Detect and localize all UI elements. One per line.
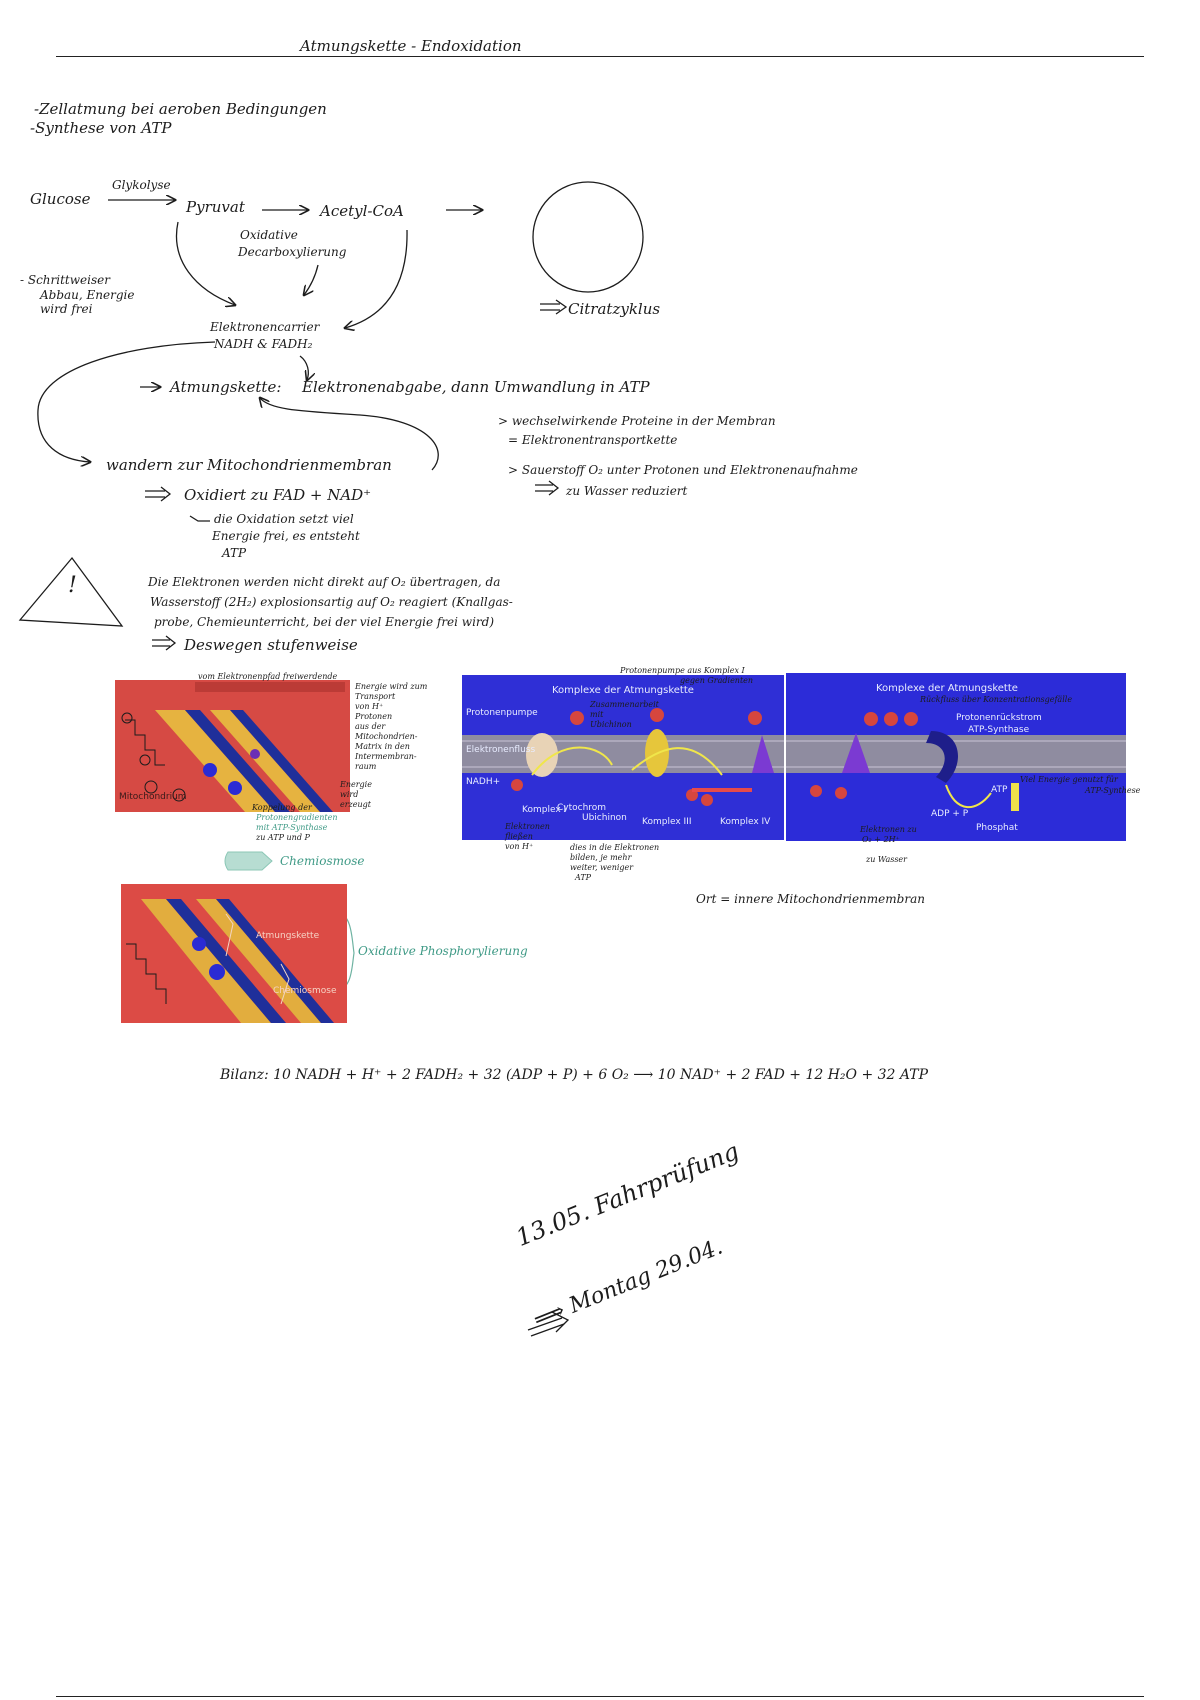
photo1-annotation-14: Koppelung der bbox=[252, 803, 312, 812]
right-note-1: > wechselwirkende Proteine in der Membran bbox=[498, 414, 776, 428]
photo2-annotation-bottom-3: von H⁺ bbox=[505, 842, 534, 851]
photo1-annotation-15: Protonengradienten bbox=[256, 813, 338, 822]
photo2-annotation-bottom-5: bilden, je mehr bbox=[570, 853, 632, 862]
photo1-annotation-3: Transport bbox=[355, 692, 396, 701]
slide3-label-2: ATP-Synthase bbox=[968, 725, 1030, 735]
flow-oxidation-note-2: Energie frei, es entsteht bbox=[212, 529, 360, 543]
photo2-annotation-bottom-6: weiter, weniger bbox=[570, 863, 634, 872]
photo2-annotation-bottom-4: dies in die Elektronen bbox=[570, 843, 660, 852]
slide4-label-2: Chemiosmose bbox=[273, 986, 337, 996]
flow-atmungskette: Atmungskette: bbox=[170, 378, 282, 396]
oxphos-label: Oxidative Phosphorylierung bbox=[358, 944, 528, 958]
flow-acetyl-coa: Acetyl-CoA bbox=[320, 202, 404, 220]
slide2-label-5: Komplex III bbox=[642, 817, 692, 827]
flow-schritt-2: Abbau, Energie bbox=[40, 288, 135, 302]
photo1-annotation-13: erzeugt bbox=[340, 800, 371, 809]
photo2-annotation-bottom-2: fließen bbox=[505, 832, 533, 841]
photo2-annotation-top-2: gegen Gradienten bbox=[680, 676, 754, 685]
photo3-annotation-bottom-3: zu Wasser bbox=[866, 855, 907, 864]
flow-carrier-2: NADH & FADH₂ bbox=[214, 337, 313, 351]
flow-decarb-2: Decarboxylierung bbox=[238, 245, 347, 259]
intro-line-2: -Synthese von ATP bbox=[30, 119, 172, 137]
warning-conclusion: Deswegen stufenweise bbox=[184, 636, 358, 654]
warning-symbol: ! bbox=[68, 573, 77, 598]
bottom-rule bbox=[56, 1696, 1144, 1697]
photo1-annotation-12: wird bbox=[340, 790, 359, 799]
chemiosmose-label: Chemiosmose bbox=[280, 854, 365, 868]
photo1-annotation-6: aus der bbox=[355, 722, 386, 731]
photo2-annotation-bottom-1: Elektronen bbox=[505, 822, 550, 831]
ort-note: Ort = innere Mitochondrienmembran bbox=[696, 892, 925, 906]
slide2-label-3: NADH+ bbox=[466, 777, 501, 787]
photo1-annotation-2: Energie wird zum bbox=[355, 682, 428, 691]
flow-schritt-3: wird frei bbox=[40, 302, 93, 316]
intro-line-1: -Zellatmung bei aeroben Bedingungen bbox=[34, 100, 327, 118]
bilanz-equation: Bilanz: 10 NADH + H⁺ + 2 FADH₂ + 32 (ADP + P) + 6 O₂ ⟶ 10 NAD⁺ + 2 FAD + 12 H₂O + 32 ATP bbox=[220, 1067, 929, 1083]
flow-oxidation-note-1: die Oxidation setzt viel bbox=[214, 512, 354, 526]
flow-decarb-1: Oxidative bbox=[240, 228, 298, 242]
photo3-annotation-bottom-1: Elektronen zu bbox=[860, 825, 917, 834]
photo1-annotation-4: von H⁺ bbox=[355, 702, 384, 711]
photo1-annotation-7: Mitochondrien- bbox=[355, 732, 418, 741]
photo2-annotation-side-1: Zusammenarbeit bbox=[590, 700, 659, 709]
photo2-annotation-bottom-7: ATP bbox=[575, 873, 592, 882]
slide2-label-6: Komplex IV bbox=[720, 817, 771, 827]
slide3-label-5: ATP bbox=[991, 785, 1008, 795]
slide2-label-7: Cytochrom bbox=[557, 803, 607, 813]
photo1-annotation-16: mit ATP-Synthase bbox=[256, 823, 328, 832]
photo3-annotation-right-1: Viel Energie genutzt für bbox=[1020, 775, 1118, 784]
photo1-annotation-5: Protonen bbox=[355, 712, 393, 721]
reminder-line-2: ⟹ Montag 29.04. bbox=[530, 1234, 727, 1334]
photo3-annotation-bottom-2: O₂ + 2H⁺ bbox=[862, 835, 900, 844]
flow-citratzyklus: Citratzyklus bbox=[568, 300, 661, 318]
flow-glykolyse: Glykolyse bbox=[112, 178, 171, 192]
photo1-annotation-11: Energie bbox=[340, 780, 372, 789]
slide3-label-1: Protonenrückstrom bbox=[956, 713, 1042, 723]
reminder-line-1: 13.05. Fahrprüfung bbox=[512, 1136, 743, 1252]
right-note-4: zu Wasser reduziert bbox=[566, 484, 688, 498]
slide2-label-8: Ubichinon bbox=[582, 813, 627, 823]
page-title: Atmungskette - Endoxidation bbox=[300, 37, 522, 55]
slide2-label-2: Elektronenfluss bbox=[466, 745, 536, 755]
right-note-3: > Sauerstoff O₂ unter Protonen und Elektronenaufnahme bbox=[508, 463, 858, 477]
photo-membrane-slide: Mitochondrium bbox=[115, 680, 350, 812]
photo3-annotation-right-2: ATP-Synthese bbox=[1085, 786, 1141, 795]
photo1-annotation-9: Intermembran- bbox=[355, 752, 417, 761]
slide2-label-1: Protonenpumpe bbox=[466, 708, 538, 718]
flow-glucose: Glucose bbox=[30, 190, 91, 208]
flow-oxidation-note-3: ATP bbox=[222, 546, 247, 560]
photo-oxphos-slide bbox=[121, 884, 347, 1023]
flow-wandern: wandern zur Mitochondrienmembran bbox=[106, 456, 392, 474]
slide3-label-4: Phosphat bbox=[976, 823, 1018, 833]
flow-pyruvat: Pyruvat bbox=[186, 198, 245, 216]
photo1-annotation-1: vom Elektronenpfad freiwerdende bbox=[198, 672, 338, 681]
photo3-annotation-top: Rückfluss über Konzentrationsgefälle bbox=[920, 695, 1073, 704]
slide2-title: Komplexe der Atmungskette bbox=[552, 685, 694, 696]
warning-line-1: Die Elektronen werden nicht direkt auf O₂ übertragen, da bbox=[148, 575, 501, 589]
warning-line-3: probe, Chemieunterricht, bei der viel Energie frei wird) bbox=[154, 615, 495, 629]
photo2-annotation-top-1: Protonenpumpe aus Komplex I bbox=[620, 666, 745, 675]
photo2-annotation-side-3: Ubichinon bbox=[590, 720, 632, 729]
slide3-title: Komplexe der Atmungskette bbox=[876, 683, 1018, 694]
warning-line-2: Wasserstoff (2H₂) explosionsartig auf O₂ reagiert (Knallgas- bbox=[150, 595, 513, 609]
photo2-annotation-side-2: mit bbox=[590, 710, 604, 719]
flow-oxidiert: Oxidiert zu FAD + NAD⁺ bbox=[184, 486, 372, 504]
slide3-label-3: ADP + P bbox=[931, 809, 969, 819]
photo1-annotation-10: raum bbox=[355, 762, 377, 771]
flow-atmung-detail: Elektronenabgabe, dann Umwandlung in ATP bbox=[302, 378, 650, 396]
right-note-2: = Elektronentransportkette bbox=[508, 433, 678, 447]
photo1-annotation-8: Matrix in den bbox=[355, 742, 410, 751]
slide4-label-1: Atmungskette bbox=[256, 931, 320, 941]
slide2-label-4: Komplex I bbox=[522, 805, 567, 815]
photo1-annotation-17: zu ATP und P bbox=[256, 833, 310, 842]
flow-schritt-1: - Schrittweiser bbox=[20, 273, 110, 287]
flow-carrier-1: Elektronencarrier bbox=[210, 320, 320, 334]
